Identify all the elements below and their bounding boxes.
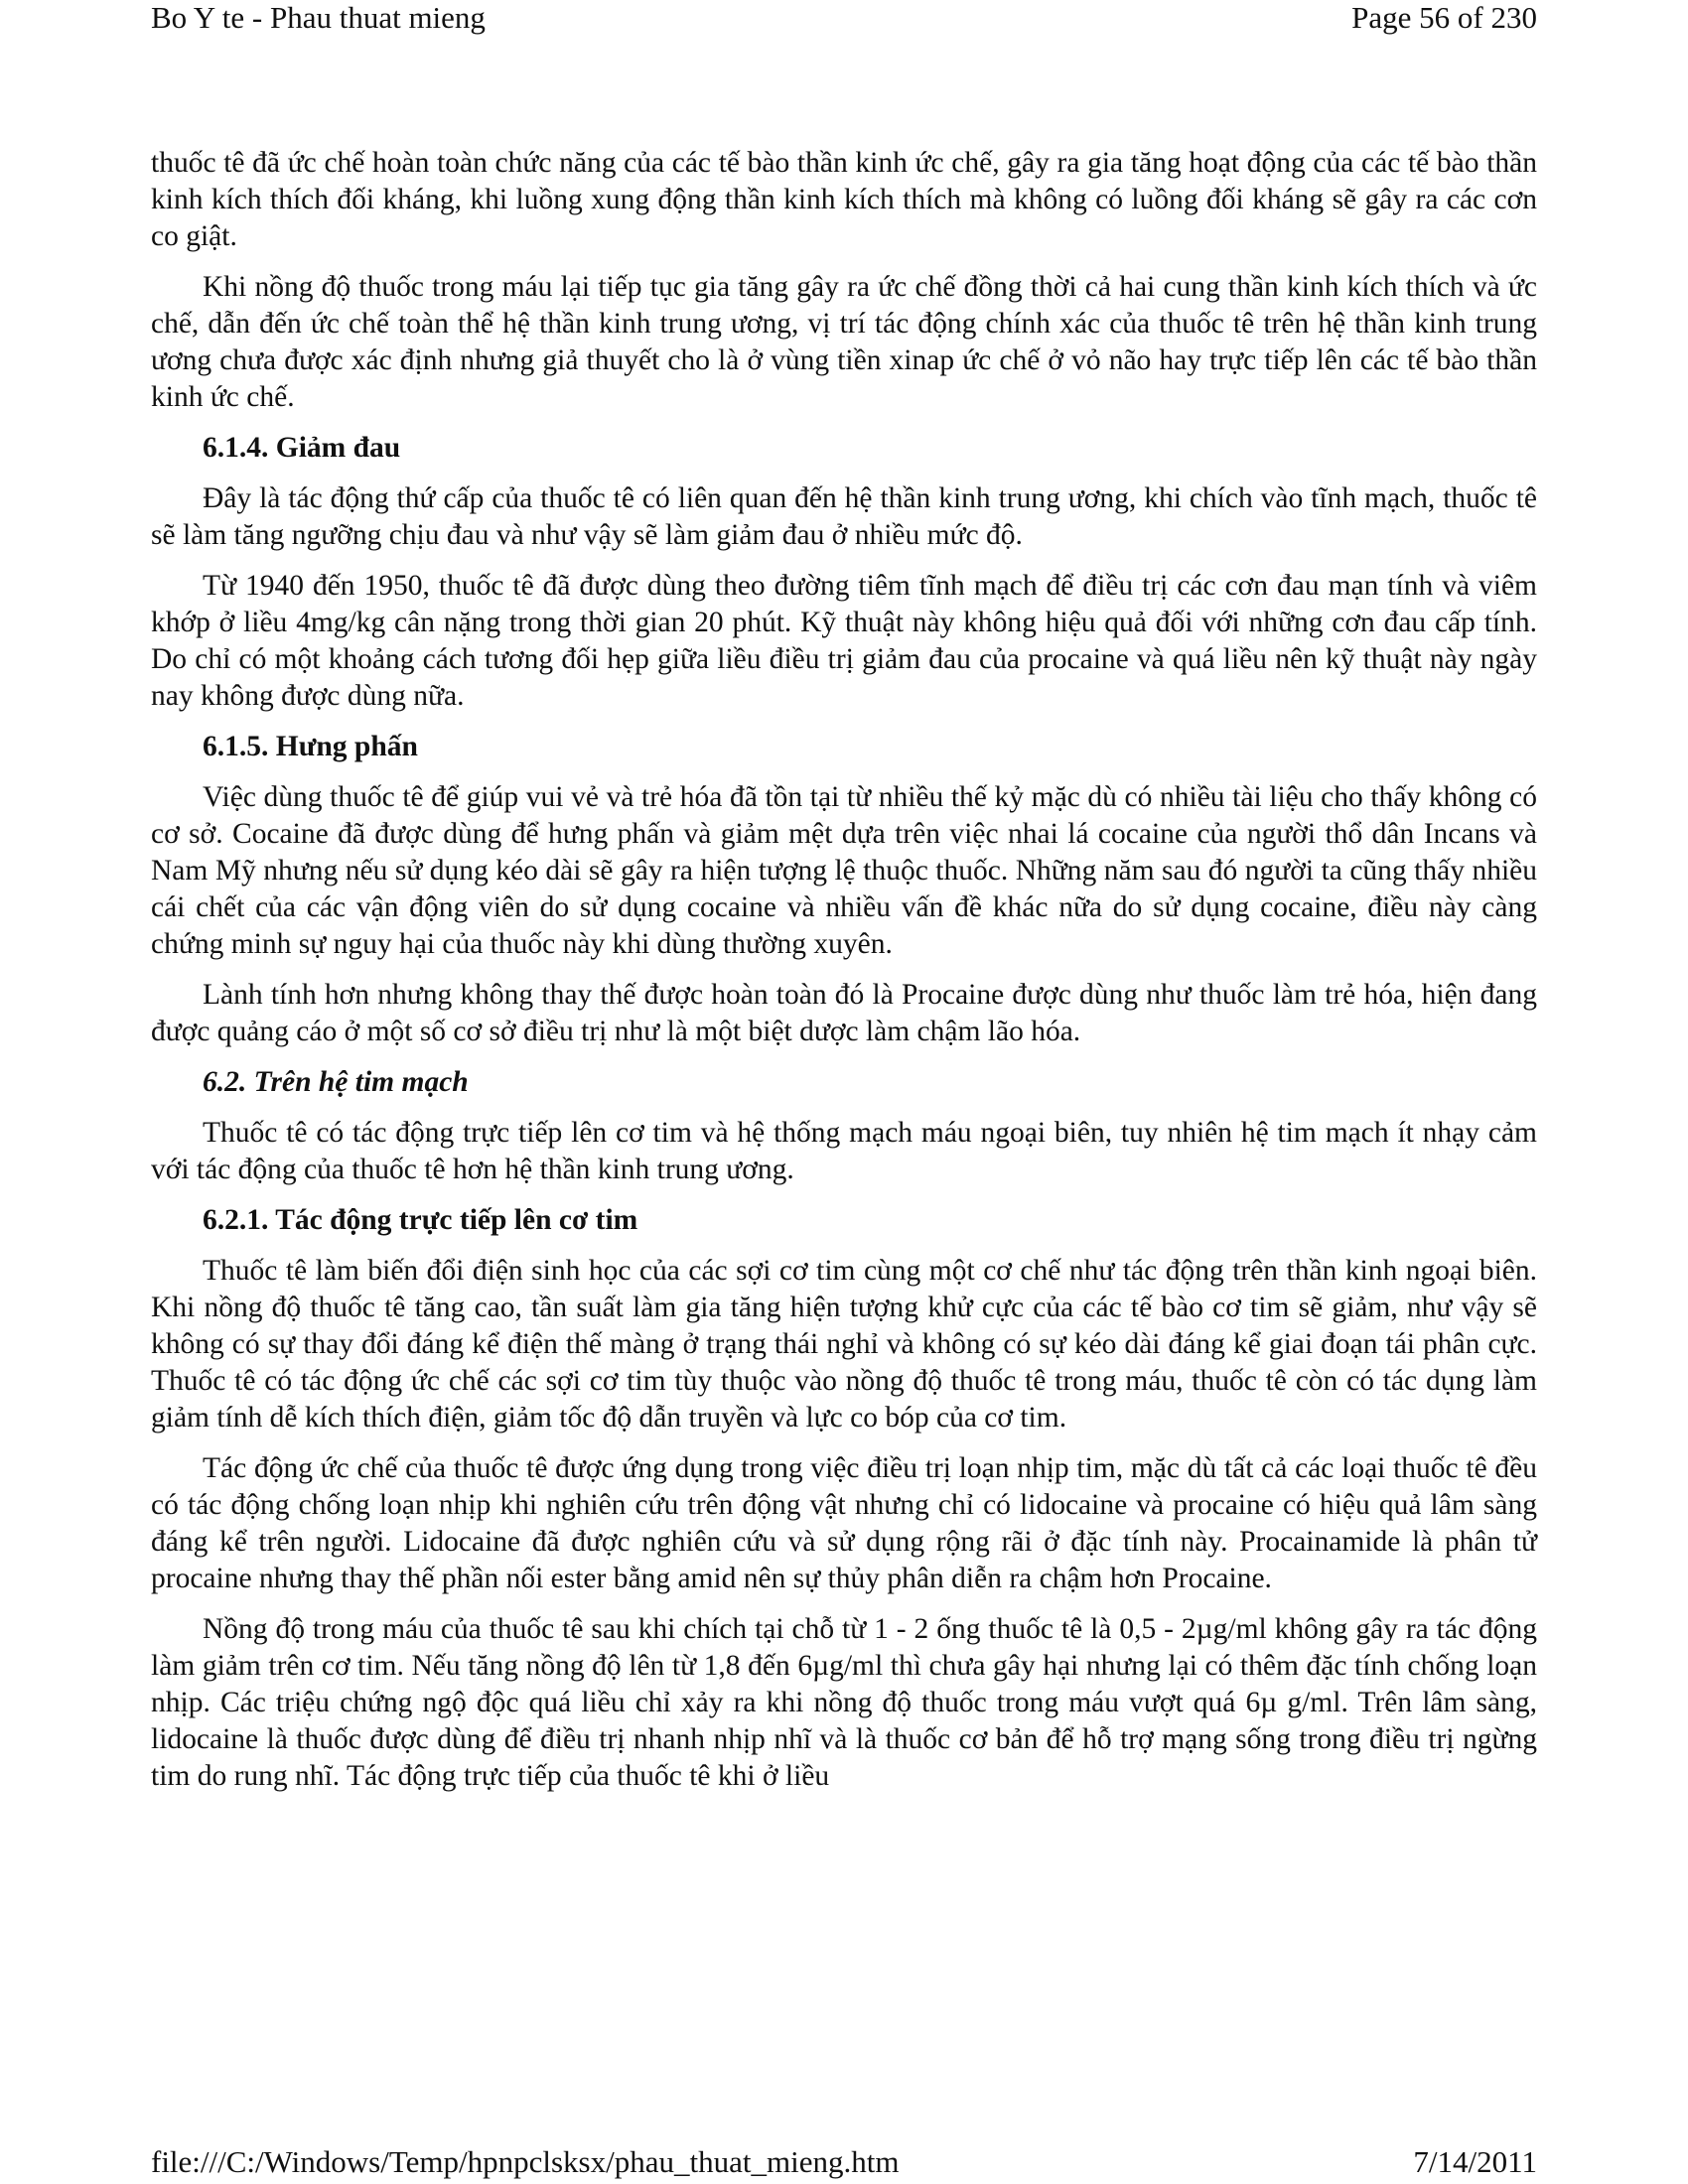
paragraph: Nồng độ trong máu của thuốc tê sau khi chích tại chỗ từ 1 - 2 ống thuốc tê là 0,5 - 2µg/ml không gây ra tác động làm giảm trên cơ tim. Nếu tăng nồng độ lên từ 1,8 đến 6µg/ml thì chưa gây hại nhưng lại có thêm đặc tính chống loạn nhịp. Các triệu chứng ngộ độc quá liều chỉ xảy ra khi nồng độ thuốc trong máu vượt quá 6µ g/ml. Trên lâm sàng, lidocaine là thuốc được dùng để điều trị nhanh nhịp nhĩ và là thuốc cơ bản để hỗ trợ mạng sống trong điều trị ngừng tim do rung nhĩ. Tác động trực tiếp của thuốc tê khi ở liều bbox=[151, 1613, 1537, 1792]
paragraph: Từ 1940 đến 1950, thuốc tê đã được dùng theo đường tiêm tĩnh mạch để điều trị các cơn đau mạn tính và viêm khớp ở liều 4mg/kg cân nặng trong thời gian 20 phút. Kỹ thuật này không hiệu quả đối với những cơn đau cấp tính. Do chỉ có một khoảng cách tương đối hẹp giữa liều điều trị giảm đau của procaine và quá liều nên kỹ thuật này ngày nay không được dùng nữa. bbox=[151, 570, 1537, 712]
print-date: 7/14/2011 bbox=[1413, 2144, 1537, 2179]
paragraph: Đây là tác động thứ cấp của thuốc tê có liên quan đến hệ thần kinh trung ương, khi chích vào tĩnh mạch, thuốc tê sẽ làm tăng ngưỡng chịu đau và như vậy sẽ làm giảm đau ở nhiều mức độ. bbox=[151, 482, 1537, 551]
paragraph: Thuốc tê có tác động trực tiếp lên cơ tim và hệ thống mạch máu ngoại biên, tuy nhiên hệ tim mạch ít nhạy cảm với tác động của thuốc tê hơn hệ thần kinh trung ương. bbox=[151, 1117, 1537, 1185]
header-title: Bo Y te - Phau thuat mieng bbox=[151, 0, 486, 35]
paragraph: Tác động ức chế của thuốc tê được ứng dụng trong việc điều trị loạn nhịp tim, mặc dù tất cả các loại thuốc tê đều có tác động chống loạn nhịp khi nghiên cứu trên động vật nhưng chỉ có lidocaine và procaine có hiệu quả lâm sàng đáng kể trên người. Lidocaine đã được nghiên cứu và sử dụng rộng rãi ở đặc tính này. Procainamide là phân tử procaine nhưng thay thế phần nối ester bằng amid nên sự thủy phân diễn ra chậm hơn Procaine. bbox=[151, 1452, 1537, 1594]
paragraph: Việc dùng thuốc tê để giúp vui vẻ và trẻ hóa đã tồn tại từ nhiều thế kỷ mặc dù có nhiều tài liệu cho thấy không có cơ sở. Cocaine đã được dùng để hưng phấn và giảm mệt dựa trên việc nhai lá cocaine của người thổ dân Incans và Nam Mỹ nhưng nếu sử dụng kéo dài sẽ gây ra hiện tượng lệ thuộc thuốc. Những năm sau đó người ta cũng thấy nhiều cái chết của các vận động viên do sử dụng cocaine và nhiều vấn đề khác nữa do sử dụng cocaine, điều này càng chứng minh sự nguy hại của thuốc này khi dùng thường xuyên. bbox=[151, 781, 1537, 960]
section-heading: 6.2. Trên hệ tim mạch bbox=[203, 1066, 469, 1098]
section-heading: 6.2.1. Tác động trực tiếp lên cơ tim bbox=[203, 1204, 638, 1236]
paragraph: Khi nồng độ thuốc trong máu lại tiếp tục gia tăng gây ra ức chế đồng thời cả hai cung thần kinh kích thích và ức chế, dẫn đến ức chế toàn thể hệ thần kinh trung ương, vị trí tác động chính xác của thuốc tê trên hệ thần kinh trung ương chưa được xác định nhưng giả thuyết cho là ở vùng tiền xinap ức chế ở vỏ não hay trực tiếp lên các tế bào thần kinh ức chế. bbox=[151, 271, 1537, 413]
page-number: Page 56 of 230 bbox=[1351, 0, 1537, 35]
paragraph: thuốc tê đã ức chế hoàn toàn chức năng của các tế bào thần kinh ức chế, gây ra gia tăng hoạt động của các tế bào thần kinh kích thích đối kháng, khi luồng xung động thần kinh kích thích mà không có luồng đối kháng sẽ gây ra các cơn co giật. bbox=[151, 147, 1537, 252]
paragraph: Lành tính hơn nhưng không thay thế được hoàn toàn đó là Procaine được dùng như thuốc làm trẻ hóa, hiện đang được quảng cáo ở một số cơ sở điều trị như là một biệt dược làm chậm lão hóa. bbox=[151, 979, 1537, 1047]
paragraph: Thuốc tê làm biến đổi điện sinh học của các sợi cơ tim cùng một cơ chế như tác động trên thần kinh ngoại biên. Khi nồng độ thuốc tê tăng cao, tần suất làm gia tăng hiện tượng khử cực của các tế bào cơ tim sẽ giảm, như vậy sẽ không có sự thay đổi đáng kể điện thế màng ở trạng thái nghỉ và không có sự kéo dài đáng kể giai đoạn tái phân cực. Thuốc tê có tác động ức chế các sợi cơ tim tùy thuộc vào nồng độ thuốc tê trong máu, thuốc tê còn có tác dụng làm giảm tính dễ kích thích điện, giảm tốc độ dẫn truyền và lực co bóp của cơ tim. bbox=[151, 1255, 1537, 1433]
section-heading: 6.1.5. Hưng phấn bbox=[203, 731, 418, 762]
file-path: file:///C:/Windows/Temp/hpnpclsksx/phau_thuat_mieng.htm bbox=[151, 2144, 900, 2179]
section-heading: 6.1.4. Giảm đau bbox=[203, 432, 401, 464]
document-body bbox=[151, 145, 1537, 1809]
